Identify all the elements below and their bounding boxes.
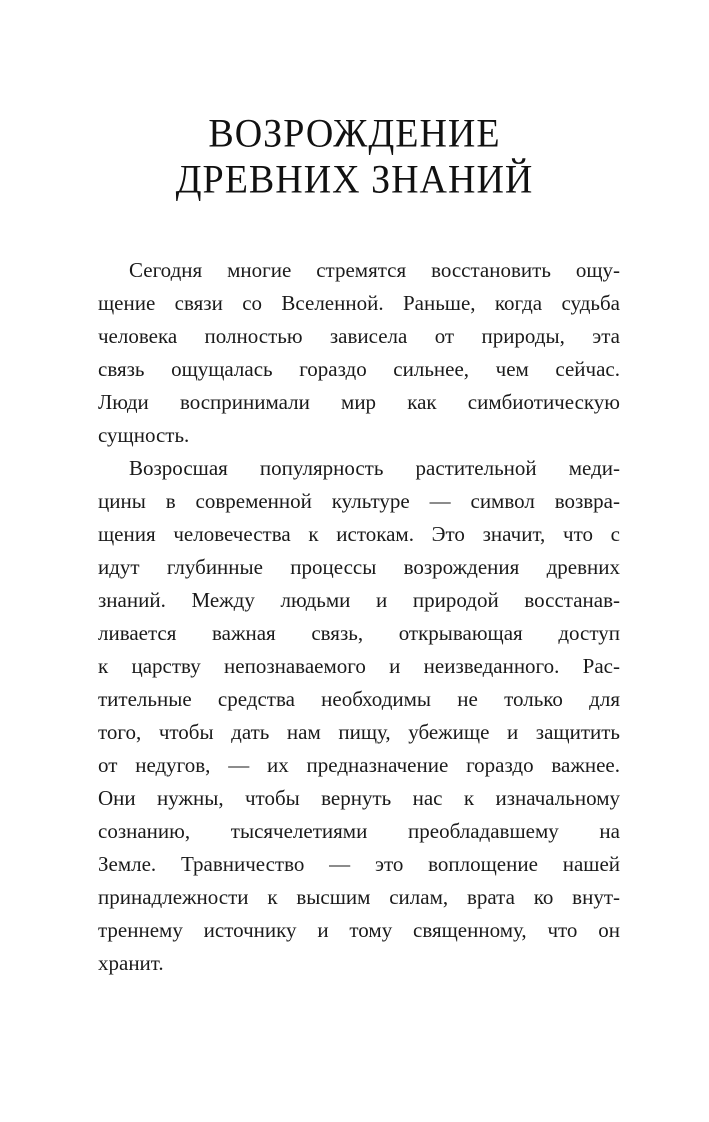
text-line: сущность. [98,423,190,447]
text-line: хранит. [98,951,164,975]
text-line: Они нужны, чтобы вернуть нас к изначальному [98,786,620,810]
text-line: ливается важная связь, открывающая доступ [98,621,620,645]
text-line: Возросшая популярность растительной меди- [129,456,620,480]
paragraph-1 [98,254,620,452]
text-line: щения человечества к истокам. Это значит, что с [98,522,620,546]
text-line: тительные средства необходимы не только для [98,687,620,711]
chapter-title-line-2: ДРЕВНИХ ЗНАНИЙ [175,157,534,202]
chapter-body [98,254,620,980]
text-line: знаний. Между людьми и природой восстанав- [98,588,620,612]
text-line: щение связи со Вселенной. Раньше, когда судьба [98,291,620,315]
paragraph-2 [98,452,620,980]
text-line: треннему источнику и тому священному, что он [98,918,620,942]
text-line: принадлежности к высшим силам, врата ко внут- [98,885,620,909]
text-line: идут глубинные процессы возрождения древних [98,555,620,579]
text-line: сознанию, тысячелетиями преобладавшему на [98,819,620,843]
text-line: Сегодня многие стремятся восстановить ощу- [129,258,620,282]
text-line: человека полностью зависела от природы, эта [98,324,620,348]
text-line: цины в современной культуре — символ возвра- [98,489,620,513]
text-line: к царству непознаваемого и неизведанного. Рас- [98,654,620,678]
chapter-title [0,112,709,203]
chapter-title-line-1: ВОЗРОЖДЕНИЕ [208,111,501,157]
text-line: от недугов, — их предназначение гораздо важнее. [98,753,620,777]
text-line: того, чтобы дать нам пищу, убежище и защитить [98,720,620,744]
text-line: Люди воспринимали мир как симбиотическую [98,390,620,414]
text-line: Земле. Травничество — это воплощение нашей [98,852,620,876]
text-line: связь ощущалась гораздо сильнее, чем сейчас. [98,357,620,381]
